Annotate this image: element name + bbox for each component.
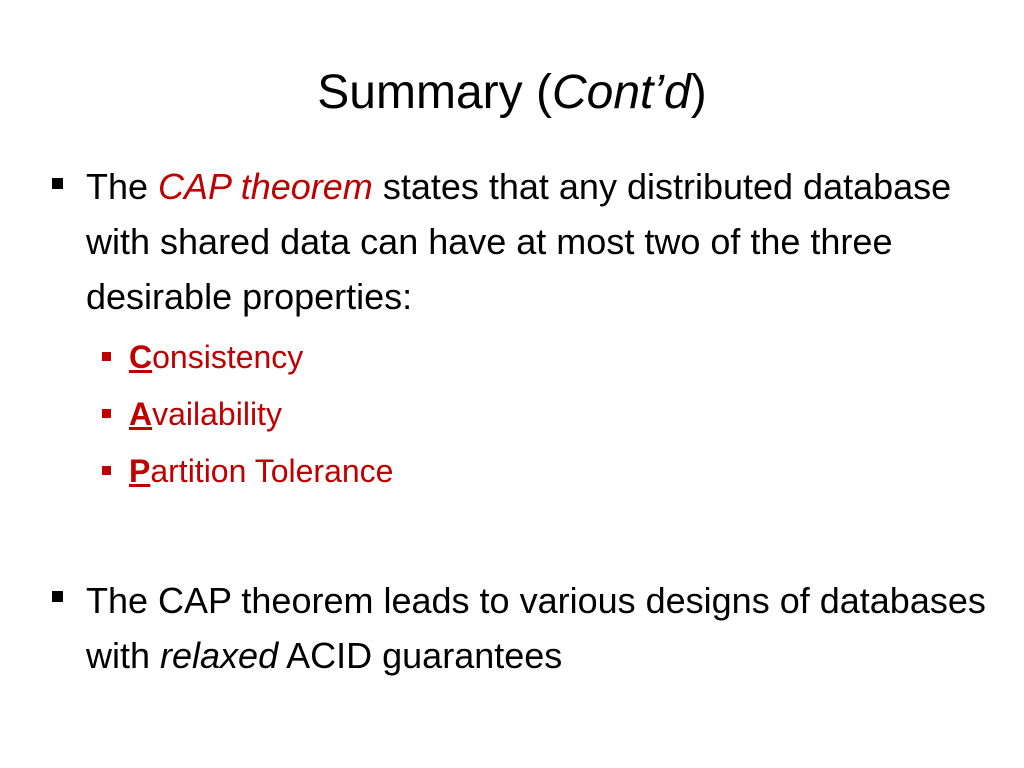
subitem-marker-1 (102, 352, 111, 361)
bullet-2-italic: relaxed (160, 635, 279, 676)
slide-title (0, 58, 1024, 128)
slide-title-prefix: Summary ( (317, 66, 552, 119)
bullet-1-text-start: The (86, 166, 159, 207)
slide-title-italic: Cont’d (551, 66, 691, 119)
subitem-rest-partition-tolerance: artition Tolerance (150, 453, 394, 489)
subitem-rest-consistency: onsistency (152, 339, 304, 375)
subitem-marker-2 (102, 409, 111, 418)
bullet-marker-1 (52, 178, 63, 189)
subitem-partition-tolerance (129, 449, 393, 494)
bullet-2-text-start: The CAP theorem leads to various designs of databases with (86, 580, 986, 676)
subitem-availability (129, 392, 282, 437)
bullet-1-text-end: states that any distributed database with shared data can have at most two of the three desirable properties: (86, 166, 952, 317)
slide-title-suffix: ) (690, 66, 707, 119)
bullet-marker-2 (52, 591, 63, 602)
subitem-letter-c: C (129, 339, 153, 375)
subitem-letter-p: P (129, 453, 151, 489)
bullet-1-highlight: CAP theorem (158, 166, 373, 207)
bullet-relaxed-acid (86, 573, 991, 683)
bullet-2-text-end: ACID guarantees (278, 635, 563, 676)
subitem-marker-3 (102, 466, 111, 475)
subitem-rest-availability: vailability (152, 396, 282, 432)
subitem-consistency (129, 335, 303, 380)
subitem-letter-a: A (129, 396, 153, 432)
bullet-cap-theorem (86, 159, 991, 324)
